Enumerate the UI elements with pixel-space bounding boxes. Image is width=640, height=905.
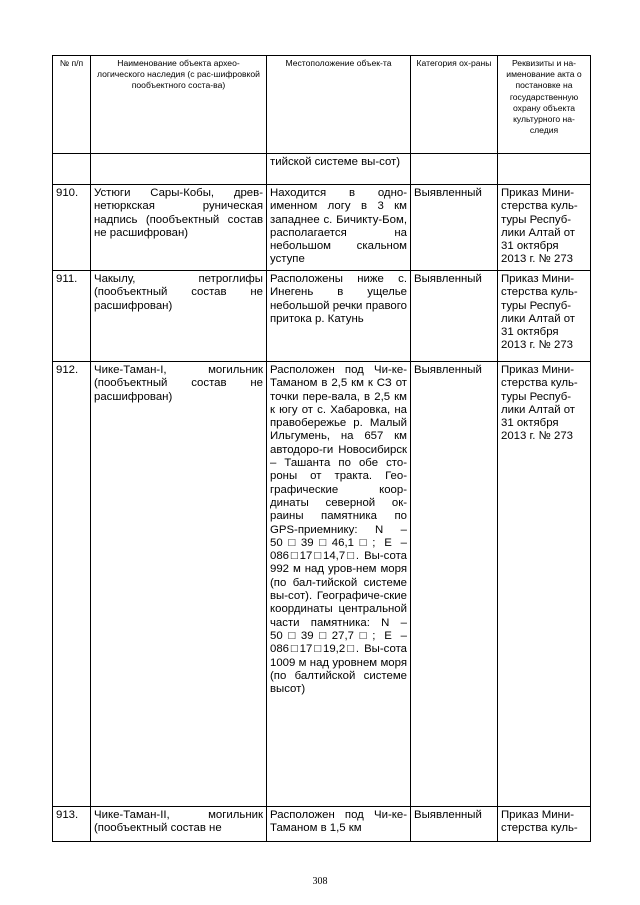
- row-object-name: Чакылу, петроглифы (пообъектный состав не расшифрован): [91, 271, 267, 362]
- row-location: Расположены ниже с. Инегень в ущелье небольшой речки правого притока р. Катунь: [267, 271, 411, 362]
- row-object-name: Устюги Сары-Кобы, древ-нетюркская руническая надпись (пообъектный состав не расшифрован): [91, 185, 267, 271]
- header-act: Реквизиты и на-именование акта о постановке на государственную охрану объекта культурного на-следия: [498, 56, 591, 154]
- continuation-row: [53, 154, 591, 185]
- table-row: [53, 362, 591, 807]
- continuation-number: [53, 154, 91, 185]
- heritage-register-table: [52, 55, 591, 842]
- row-category: Выявленный: [411, 271, 498, 362]
- table-row: [53, 185, 591, 271]
- row-act: Приказ Мини-стерства куль-: [498, 807, 591, 842]
- table-row: [53, 271, 591, 362]
- row-object-name: Чике-Таман-II, могильник (пообъектный состав не: [91, 807, 267, 842]
- row-act: Приказ Мини-стерства куль-туры Респуб-лики Алтай от 31 октября 2013 г. № 273: [498, 271, 591, 362]
- row-category: Выявленный: [411, 362, 498, 807]
- row-number: 911.: [53, 271, 91, 362]
- row-act: Приказ Мини-стерства куль-туры Респуб-лики Алтай от 31 октября 2013 г. № 273: [498, 362, 591, 807]
- header-number: № п/п: [53, 56, 91, 154]
- continuation-location: тийской системе вы-сот): [267, 154, 411, 185]
- row-number: 910.: [53, 185, 91, 271]
- continuation-act: [498, 154, 591, 185]
- page-number: 308: [312, 876, 328, 887]
- continuation-category: [411, 154, 498, 185]
- table-header-row: [53, 56, 591, 154]
- continuation-name: [91, 154, 267, 185]
- row-category: Выявленный: [411, 185, 498, 271]
- row-category: Выявленный: [411, 807, 498, 842]
- table-row: [53, 807, 591, 842]
- row-location: Расположен под Чи-ке-Таманом в 2,5 км к СЗ от точки пере-вала, в 2,5 км к югу от с. Хабаровка, на правобережье р. Малый Ильгумень, на 657 км автодоро-ги Новосибирск – Ташанта по обе сто-роны от тракта. Гео-графические коор-динаты северной ок-раины памятника по GPS-приемнику: N – 50□39□46,1□; E – 086□17□14,7□. Вы-сота 992 м над уров-нем моря (по бал-тийской системе вы-сот). Географиче-ские координаты центральной части памятника: N – 50□39□27,7□; E – 086□17□19,2□. Вы-сота 1009 м над уровнем моря (по балтийской системе высот): [267, 362, 411, 807]
- row-number: 913.: [53, 807, 91, 842]
- header-location: Местоположение объек-та: [267, 56, 411, 154]
- row-number: 912.: [53, 362, 91, 807]
- header-object-name: Наименование объекта архео-логического наследия (с рас-шифровкой пообъектного соста-ва): [91, 56, 267, 154]
- row-location: Находится в одно-именном логу в 3 км западнее с. Бичикту-Бом, располагается на небольшом скальном уступе: [267, 185, 411, 271]
- row-act: Приказ Мини-стерства куль-туры Респуб-лики Алтай от 31 октября 2013 г. № 273: [498, 185, 591, 271]
- header-category: Категория ох-раны: [411, 56, 498, 154]
- row-location: Расположен под Чи-ке-Таманом в 1,5 км: [267, 807, 411, 842]
- row-object-name: Чике-Таман-I, могильник (пообъектный состав не расшифрован): [91, 362, 267, 807]
